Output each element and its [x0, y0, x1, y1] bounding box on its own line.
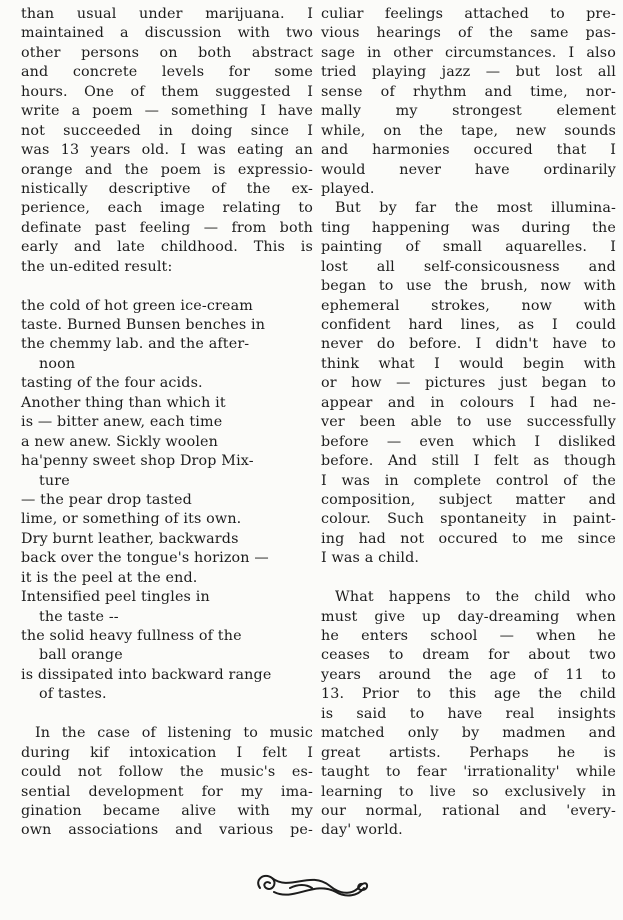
poem-line: ture [39, 472, 70, 489]
poem-line: of tastes. [39, 686, 107, 703]
text-line: perience, each image relating to [21, 200, 313, 217]
text-line: began to use the brush, now with [321, 278, 616, 295]
text-line: think what I would begin with [321, 355, 616, 372]
poem-line: tasting of the four acids. [21, 375, 203, 392]
paragraph-music [21, 724, 313, 841]
text-line: before. And still I felt as though [321, 453, 616, 470]
text-line: But by far the most illumina- [335, 200, 616, 217]
text-line: and concrete levels for some [21, 64, 313, 81]
text-line: during kif intoxication I felt I [21, 744, 313, 761]
text-line: or how — pictures just began to [321, 375, 616, 392]
text-line: painting of small aquarelles. I [321, 239, 616, 256]
text-line: lost all self-consicousness and [321, 258, 616, 275]
text-line: is said to have real insights [321, 705, 616, 722]
text-line: he enters school — when he [321, 628, 616, 644]
paragraph-child [321, 588, 616, 841]
text-line: What happens to the child who [335, 589, 616, 606]
text-line: than usual under marijuana. I [21, 6, 313, 22]
paragraph-intro [21, 5, 313, 277]
right-column [321, 5, 616, 841]
text-line: mally my strongest element [321, 103, 616, 120]
text-line: while, on the tape, new sounds [321, 122, 616, 139]
poem-line: the taste -- [39, 608, 119, 625]
text-line: orange and the poem is expressio- [21, 161, 313, 178]
paragraph-aquarelles [321, 199, 616, 568]
text-line: other persons on both abstract [21, 44, 313, 61]
text-line: learning to live so exclusively in [321, 783, 616, 800]
text-line: years around the age of 11 to [321, 666, 616, 683]
text-line: tried playing jazz — but lost all [321, 64, 616, 81]
text-line: composition, subject matter and [321, 491, 616, 508]
poem-line: — the pear drop tasted [21, 491, 192, 508]
poem [21, 297, 313, 705]
text-line: culiar feelings attached to pre- [321, 6, 616, 22]
poem-line: taste. Burned Bunsen benches in [21, 317, 266, 333]
text-line: nistically descriptive of the ex- [21, 180, 313, 197]
poem-line: ball orange [39, 647, 123, 664]
text-line: sage in other circumstances. I also [321, 44, 616, 61]
text-line: I was in complete control of the [321, 472, 616, 489]
text-line: appear and in colours I had ne- [321, 394, 616, 411]
poem-line: lime, or something of its own. [21, 511, 242, 528]
text-line: write a poem — something I have [21, 103, 313, 120]
poem-line: Dry burnt leather, backwards [21, 530, 239, 547]
text-line: I was a child. [321, 550, 420, 567]
text-line: not succeeded in doing since I [21, 122, 313, 139]
poem-line: Intensified peel tingles in [21, 589, 210, 606]
paragraph-jazz [321, 5, 616, 199]
text-line: ing had not occured to me since [321, 530, 616, 547]
text-line: matched only by madmen and [321, 725, 616, 742]
text-line: ting happening was during the [321, 219, 616, 236]
text-line: before — even which I disliked [321, 433, 616, 450]
text-line: must give up day-dreaming when [321, 608, 616, 625]
text-line: ver been able to use successfully [321, 414, 616, 431]
poem-line: the cold of hot green ice-cream [21, 297, 253, 314]
text-line: ephemeral strokes, now with [321, 297, 616, 314]
scroll-flourish-icon [250, 866, 372, 906]
left-column [21, 5, 313, 841]
text-line: In the case of listening to music [35, 725, 313, 742]
text-line: confident hard lines, as I could [321, 317, 616, 333]
poem-line: is dissipated into backward range [21, 666, 272, 683]
poem-line: a new anew. Sickly woolen [21, 433, 219, 450]
poem-line: ha'penny sweet shop Drop Mix- [21, 453, 254, 470]
text-line: played. [321, 180, 375, 197]
text-line: hours. One of them suggested I [21, 83, 313, 100]
text-line: and harmonies occured that I [321, 142, 616, 159]
text-line: never do before. I didn't have to [321, 336, 616, 353]
poem-line: back over the tongue's horizon — [21, 550, 269, 567]
text-line: early and late childhood. This is [21, 239, 313, 256]
poem-line: noon [39, 355, 76, 372]
text-line: gination became alive with my [21, 802, 313, 819]
poem-line: the chemmy lab. and the after- [21, 336, 250, 353]
poem-line: is — bitter anew, each time [21, 414, 223, 431]
text-line: our normal, rational and 'every- [321, 802, 616, 819]
text-line: sense of rhythm and time, nor- [321, 83, 616, 100]
text-line: vious hearings of the same pas- [321, 25, 616, 42]
text-line: definate past feeling — from both [21, 219, 313, 236]
text-line: the un-edited result: [21, 258, 173, 275]
text-line: could not follow the music's es- [21, 764, 313, 781]
text-line: maintained a discussion with two [21, 25, 313, 42]
text-line: sential development for my ima- [21, 783, 313, 800]
text-line: colour. Such spontaneity in paint- [321, 511, 616, 528]
paragraph-gap [321, 569, 616, 588]
text-line: 13. Prior to this age the child [321, 686, 616, 703]
poem-line: Another thing than which it [21, 394, 226, 411]
text-line: great artists. Perhaps he is [321, 744, 616, 761]
paragraph-gap [21, 277, 313, 296]
text-line: was 13 years old. I was eating an [21, 142, 313, 159]
text-line: day' world. [321, 822, 403, 839]
poem-line: it is the peel at the end. [21, 569, 198, 586]
text-line: own associations and various pe- [21, 822, 313, 839]
text-line: ceases to dream for about two [321, 647, 616, 664]
paragraph-gap [21, 705, 313, 724]
poem-line: the solid heavy fullness of the [21, 628, 242, 644]
text-line: would never have ordinarily [321, 161, 616, 178]
text-line: taught to fear 'irrationality' while [321, 764, 616, 781]
